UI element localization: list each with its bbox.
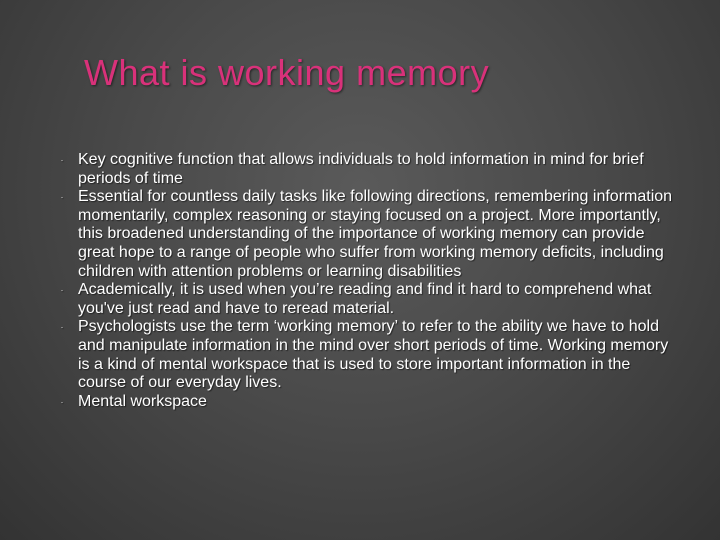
slide-title: What is working memory [84, 52, 490, 93]
bullet-text: Essential for countless daily tasks like following directions, remembering information momentarily, complex reasoning or staying focused on a project. More importantly, this broadened understanding of the importance of working memory can provide great hope to a range of people who suffer from working memory deficits, including children with attention problems or learning disabilities [78, 188, 673, 280]
bullet-item [60, 281, 680, 318]
bullet-item [60, 393, 680, 412]
bullet-dot-icon: · [60, 322, 64, 333]
bullet-item [60, 318, 680, 392]
bullet-dot-icon: · [60, 155, 64, 165]
bullet-dot-icon: · [60, 285, 64, 296]
bullet-text: Mental workspace [78, 392, 207, 410]
bullet-dot-icon: · [60, 396, 64, 407]
bullet-text: Key cognitive function that allows individuals to hold information in mind for brief periods of time [78, 151, 644, 187]
bullet-list [60, 151, 680, 411]
bullet-item [60, 151, 680, 188]
bullet-dot-icon: · [60, 192, 64, 203]
bullet-text: Academically, it is used when you’re reading and find it hard to comprehend what you've just read and have to reread material. [78, 281, 652, 317]
bullet-text: Psychologists use the term ‘working memory’ to refer to the ability we have to hold and manipulate information in the mind over short periods of time. Working memory is a kind of mental workspace that is used to store important information in the course of our everyday lives. [78, 318, 669, 392]
bullet-item [60, 188, 680, 281]
